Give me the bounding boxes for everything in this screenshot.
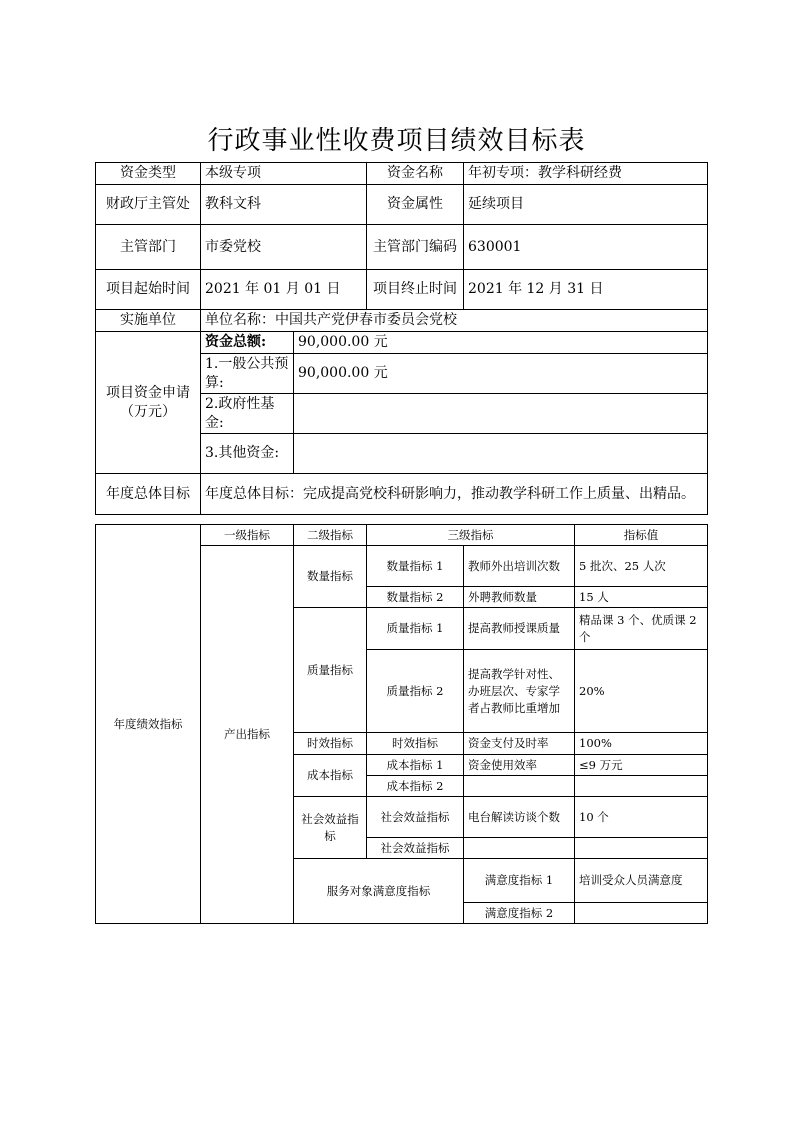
cost-2-desc: [464, 776, 575, 797]
quantity-2-name: 数量指标 2: [367, 587, 464, 608]
fund-type-label: 资金类型: [96, 163, 201, 185]
fund-name-value: 年初专项：教学科研经费: [464, 163, 708, 185]
timeliness-1-value: 100%: [575, 733, 708, 755]
cost-1-value: ≤9 万元: [575, 755, 708, 776]
social-2-value: [575, 838, 708, 859]
page-title: 行政事业性收费项目绩效目标表: [207, 126, 586, 156]
basic-info-table: [95, 162, 708, 515]
other-fund-label: 3.其他资金:: [201, 434, 294, 474]
satisfaction-indicator-label: 服务对象满意度指标: [294, 859, 464, 924]
fund-name-label: 资金名称: [367, 163, 464, 185]
fund-attr-value: 延续项目: [464, 185, 708, 225]
fund-attr-label: 资金属性: [367, 185, 464, 225]
quality-1-value: 精品课 3 个、优质课 2 个: [575, 608, 708, 650]
output-indicator-label: 产出指标: [201, 546, 294, 924]
quality-1-name: 质量指标 1: [367, 608, 464, 650]
quantity-1-value: 5 批次、25 人次: [575, 546, 708, 587]
quality-2-name: 质量指标 2: [367, 650, 464, 733]
satisfaction-1-name: 满意度指标 1: [464, 859, 575, 903]
end-date-label: 项目终止时间: [367, 270, 464, 310]
start-date-label: 项目起始时间: [96, 270, 201, 310]
unit-label: 实施单位: [96, 310, 201, 332]
end-date-value: 2021 年 12 月 31 日: [464, 270, 708, 310]
satisfaction-2-desc: [575, 903, 708, 924]
quantity-1-name: 数量指标 1: [367, 546, 464, 587]
timeliness-1-name: 时效指标: [367, 733, 464, 755]
annual-perf-label: 年度绩效指标: [96, 525, 201, 924]
unit-value: 单位名称：中国共产党伊春市委员会党校: [201, 310, 708, 332]
dept-label: 主管部门: [96, 225, 201, 270]
satisfaction-1-desc: 培训受众人员满意度: [575, 859, 708, 903]
general-budget-value: 90,000.00 元: [294, 354, 708, 394]
cost-2-value: [575, 776, 708, 797]
cost-1-desc: 资金使用效率: [464, 755, 575, 776]
quality-2-desc: 提高教学针对性、办班层次、专家学者占教师比重增加: [464, 650, 575, 733]
quantity-2-value: 15 人: [575, 587, 708, 608]
quantity-indicator-label: 数量指标: [294, 546, 367, 608]
general-budget-label: 1.一般公共预算:: [201, 354, 294, 394]
quantity-1-desc: 教师外出培训次数: [464, 546, 575, 587]
total-fund-label: 资金总额:: [201, 332, 294, 354]
dept-value: 市委党校: [201, 225, 367, 270]
gov-fund-value: [294, 394, 708, 434]
start-date-value: 2021 年 01 月 01 日: [201, 270, 367, 310]
annual-goal-label: 年度总体目标: [96, 474, 201, 515]
total-fund-value: 90,000.00 元: [294, 332, 708, 354]
dept-code-label: 主管部门编码: [367, 225, 464, 270]
header-level2: 二级指标: [294, 525, 367, 546]
quality-2-value: 20%: [575, 650, 708, 733]
social-2-name: 社会效益指标: [367, 838, 464, 859]
satisfaction-2-name: 满意度指标 2: [464, 903, 575, 924]
social-1-desc: 电台解读访谈个数: [464, 797, 575, 838]
social-2-desc: [464, 838, 575, 859]
timeliness-indicator-label: 时效指标: [294, 733, 367, 755]
performance-table: [95, 524, 708, 924]
fund-type-value: 本级专项: [201, 163, 367, 185]
finance-dept-label: 财政厅主管处: [96, 185, 201, 225]
cost-2-name: 成本指标 2: [367, 776, 464, 797]
other-fund-value: [294, 434, 708, 474]
quantity-2-desc: 外聘教师数量: [464, 587, 575, 608]
header-value: 指标值: [575, 525, 708, 546]
quality-indicator-label: 质量指标: [294, 608, 367, 733]
header-level3: 三级指标: [367, 525, 575, 546]
funding-label: 项目资金申请（万元）: [96, 332, 201, 474]
cost-indicator-label: 成本指标: [294, 755, 367, 797]
timeliness-1-desc: 资金支付及时率: [464, 733, 575, 755]
header-level1: 一级指标: [201, 525, 294, 546]
quality-1-desc: 提高教师授课质量: [464, 608, 575, 650]
social-1-value: 10 个: [575, 797, 708, 838]
dept-code-value: 630001: [464, 225, 708, 270]
annual-goal-text: 年度总体目标：完成提高党校科研影响力，推动教学科研工作上质量、出精品。: [201, 474, 708, 515]
finance-dept-value: 教科文科: [201, 185, 367, 225]
gov-fund-label: 2.政府性基金:: [201, 394, 294, 434]
cost-1-name: 成本指标 1: [367, 755, 464, 776]
social-indicator-label: 社会效益指标: [294, 797, 367, 859]
social-1-name: 社会效益指标: [367, 797, 464, 838]
